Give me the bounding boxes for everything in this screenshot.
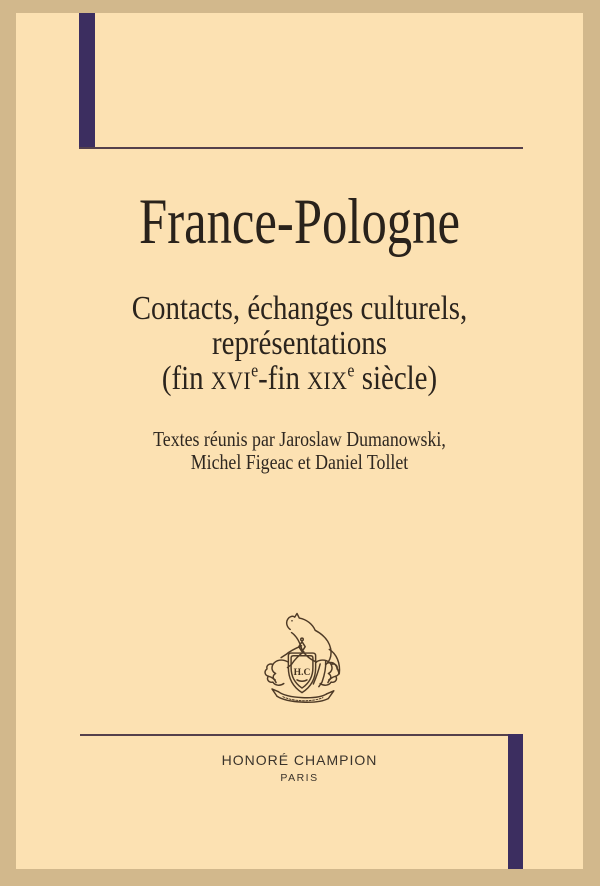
- publisher-horse-emblem-icon: [262, 611, 362, 706]
- publisher-imprint: [16, 752, 583, 785]
- roman-numeral-xix: XIX: [307, 366, 348, 395]
- book-title: France-Pologne: [138, 186, 461, 258]
- roman-numeral-xvi: XVI: [210, 366, 252, 395]
- publisher-city: PARIS: [280, 772, 319, 784]
- editors-line1: Textes réunis par Jaroslaw Dumanowski,: [153, 427, 446, 451]
- emblem-monogram: H.C: [293, 666, 311, 678]
- top-accent-bar: [79, 13, 95, 147]
- editors-line2: Michel Figeac et Daniel Tollet: [190, 450, 409, 474]
- editors-credit: [59, 428, 541, 474]
- bottom-rule: [80, 734, 522, 736]
- subtitle-line2: représentations: [212, 325, 387, 362]
- subtitle-line3: (fin XVIe-fin XIXe siècle): [161, 360, 438, 397]
- top-rule: [79, 147, 523, 149]
- publisher-name: HONORÉ CHAMPION: [221, 752, 378, 768]
- subtitle-line1: Contacts, échanges culturels,: [131, 290, 468, 327]
- cover-inner: [16, 13, 583, 869]
- book-subtitle: [59, 291, 541, 398]
